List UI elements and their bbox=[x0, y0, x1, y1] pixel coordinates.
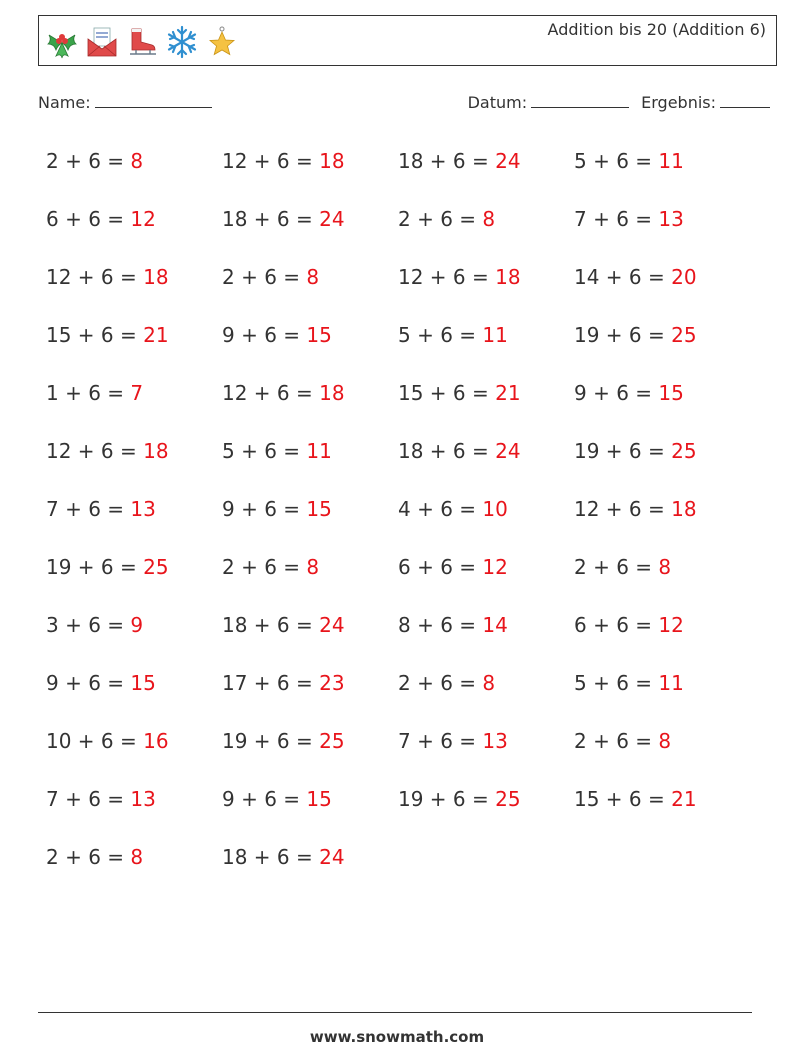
problem-question: 7 + 6 = bbox=[574, 207, 659, 231]
result-label: Ergebnis: bbox=[641, 93, 716, 112]
problem-item bbox=[398, 378, 521, 408]
problem-item bbox=[46, 842, 143, 872]
problem-answer: 15 bbox=[130, 671, 156, 695]
problem-item bbox=[398, 610, 508, 640]
problem-item bbox=[222, 378, 345, 408]
holly-icon bbox=[45, 25, 79, 59]
problem-item bbox=[398, 146, 521, 176]
problem-question: 3 + 6 = bbox=[46, 613, 131, 637]
problem-answer: 21 bbox=[671, 787, 697, 811]
problem-question: 2 + 6 = bbox=[398, 207, 483, 231]
result-blank[interactable] bbox=[720, 93, 770, 108]
problem-answer: 25 bbox=[671, 323, 697, 347]
problem-question: 6 + 6 = bbox=[574, 613, 659, 637]
worksheet-title: Addition bis 20 (Addition 6) bbox=[547, 20, 766, 39]
ice-skate-icon bbox=[125, 25, 159, 59]
problem-question: 15 + 6 = bbox=[46, 323, 144, 347]
date-label: Datum: bbox=[467, 93, 528, 112]
problem-item bbox=[574, 436, 697, 466]
problem-question: 17 + 6 = bbox=[222, 671, 320, 695]
problem-item bbox=[574, 262, 697, 292]
name-blank[interactable] bbox=[95, 93, 212, 108]
problem-item bbox=[574, 204, 684, 234]
problem-item bbox=[222, 552, 319, 582]
problem-item bbox=[222, 436, 332, 466]
problem-item bbox=[46, 204, 156, 234]
problem-item bbox=[46, 262, 169, 292]
problem-answer: 18 bbox=[319, 381, 345, 405]
problem-item bbox=[574, 146, 684, 176]
problem-question: 19 + 6 = bbox=[222, 729, 320, 753]
problem-item bbox=[398, 668, 495, 698]
problem-item bbox=[222, 320, 332, 350]
star-ornament-icon bbox=[205, 25, 239, 59]
problem-answer: 8 bbox=[306, 555, 320, 579]
date-blank[interactable] bbox=[531, 93, 629, 108]
worksheet-header bbox=[38, 15, 777, 66]
problem-item bbox=[574, 378, 684, 408]
problem-item bbox=[574, 784, 697, 814]
problem-item bbox=[46, 668, 156, 698]
problem-answer: 11 bbox=[658, 671, 684, 695]
problem-question: 2 + 6 = bbox=[46, 845, 131, 869]
problem-question: 18 + 6 = bbox=[222, 207, 320, 231]
problem-question: 15 + 6 = bbox=[398, 381, 496, 405]
problem-item bbox=[46, 726, 169, 756]
problem-answer: 23 bbox=[319, 671, 345, 695]
problem-question: 2 + 6 = bbox=[46, 149, 131, 173]
problem-question: 5 + 6 = bbox=[222, 439, 307, 463]
problem-item bbox=[398, 784, 521, 814]
problem-question: 9 + 6 = bbox=[574, 381, 659, 405]
problem-answer: 11 bbox=[482, 323, 508, 347]
problem-answer: 15 bbox=[658, 381, 684, 405]
problem-question: 10 + 6 = bbox=[46, 729, 144, 753]
problem-answer: 15 bbox=[306, 497, 332, 521]
problem-question: 2 + 6 = bbox=[574, 729, 659, 753]
problem-question: 6 + 6 = bbox=[398, 555, 483, 579]
problem-answer: 25 bbox=[143, 555, 169, 579]
problem-item bbox=[46, 610, 143, 640]
problem-question: 5 + 6 = bbox=[398, 323, 483, 347]
problem-answer: 10 bbox=[482, 497, 508, 521]
problem-question: 8 + 6 = bbox=[398, 613, 483, 637]
problem-item bbox=[222, 262, 319, 292]
name-field bbox=[38, 93, 212, 112]
problem-answer: 14 bbox=[482, 613, 508, 637]
problem-question: 19 + 6 = bbox=[574, 323, 672, 347]
problem-question: 9 + 6 = bbox=[222, 323, 307, 347]
problem-answer: 12 bbox=[482, 555, 508, 579]
letter-icon bbox=[85, 25, 119, 59]
problem-question: 9 + 6 = bbox=[222, 787, 307, 811]
problem-answer: 13 bbox=[482, 729, 508, 753]
problem-answer: 24 bbox=[495, 439, 521, 463]
problem-question: 6 + 6 = bbox=[46, 207, 131, 231]
problem-item bbox=[574, 726, 671, 756]
problem-answer: 21 bbox=[495, 381, 521, 405]
problem-question: 7 + 6 = bbox=[398, 729, 483, 753]
problem-question: 2 + 6 = bbox=[574, 555, 659, 579]
problem-question: 12 + 6 = bbox=[398, 265, 496, 289]
problem-question: 12 + 6 = bbox=[222, 381, 320, 405]
problem-item bbox=[46, 320, 169, 350]
problem-answer: 18 bbox=[143, 439, 169, 463]
problem-question: 14 + 6 = bbox=[574, 265, 672, 289]
problem-item bbox=[222, 842, 345, 872]
problem-question: 5 + 6 = bbox=[574, 149, 659, 173]
problem-answer: 13 bbox=[658, 207, 684, 231]
problem-item bbox=[398, 262, 521, 292]
snowflake-icon bbox=[165, 25, 199, 59]
problem-answer: 25 bbox=[495, 787, 521, 811]
problem-answer: 12 bbox=[658, 613, 684, 637]
problem-item bbox=[574, 552, 671, 582]
problem-answer: 8 bbox=[130, 149, 144, 173]
problem-answer: 24 bbox=[495, 149, 521, 173]
problem-answer: 13 bbox=[130, 497, 156, 521]
problem-answer: 11 bbox=[306, 439, 332, 463]
problem-answer: 11 bbox=[658, 149, 684, 173]
problem-question: 5 + 6 = bbox=[574, 671, 659, 695]
problem-item bbox=[46, 552, 169, 582]
problem-item bbox=[46, 146, 143, 176]
problem-question: 12 + 6 = bbox=[46, 439, 144, 463]
problem-question: 4 + 6 = bbox=[398, 497, 483, 521]
problem-item bbox=[222, 784, 332, 814]
problem-question: 15 + 6 = bbox=[574, 787, 672, 811]
problem-item bbox=[574, 668, 684, 698]
name-label: Name: bbox=[38, 93, 91, 112]
problem-answer: 16 bbox=[143, 729, 169, 753]
problem-question: 9 + 6 = bbox=[222, 497, 307, 521]
problem-item bbox=[398, 726, 508, 756]
problem-answer: 9 bbox=[130, 613, 144, 637]
problem-answer: 18 bbox=[319, 149, 345, 173]
header-icons bbox=[45, 22, 239, 62]
problem-question: 19 + 6 = bbox=[398, 787, 496, 811]
problem-item bbox=[46, 436, 169, 466]
problem-question: 12 + 6 = bbox=[222, 149, 320, 173]
problem-answer: 8 bbox=[658, 729, 672, 753]
problem-answer: 24 bbox=[319, 613, 345, 637]
problem-question: 18 + 6 = bbox=[222, 613, 320, 637]
problem-answer: 8 bbox=[482, 207, 496, 231]
footer-divider bbox=[38, 1012, 752, 1013]
footer-url: www.snowmath.com bbox=[309, 1028, 485, 1046]
problem-item bbox=[574, 320, 697, 350]
problem-answer: 24 bbox=[319, 207, 345, 231]
problem-question: 2 + 6 = bbox=[398, 671, 483, 695]
problem-answer: 8 bbox=[658, 555, 672, 579]
problem-item bbox=[222, 668, 345, 698]
problem-item bbox=[574, 610, 684, 640]
problem-item bbox=[574, 494, 697, 524]
problem-question: 2 + 6 = bbox=[222, 555, 307, 579]
problem-item bbox=[46, 378, 143, 408]
problem-answer: 12 bbox=[130, 207, 156, 231]
problem-item bbox=[222, 610, 345, 640]
problem-answer: 8 bbox=[482, 671, 496, 695]
problem-item bbox=[398, 204, 495, 234]
problem-item bbox=[222, 204, 345, 234]
problem-item bbox=[398, 320, 508, 350]
problem-question: 18 + 6 = bbox=[398, 149, 496, 173]
problem-answer: 18 bbox=[495, 265, 521, 289]
problem-question: 9 + 6 = bbox=[46, 671, 131, 695]
problem-question: 7 + 6 = bbox=[46, 787, 131, 811]
problem-answer: 21 bbox=[143, 323, 169, 347]
problem-item bbox=[222, 494, 332, 524]
problem-item bbox=[222, 726, 345, 756]
problem-item bbox=[222, 146, 345, 176]
problem-item bbox=[398, 552, 508, 582]
problem-answer: 7 bbox=[130, 381, 144, 405]
problem-question: 12 + 6 = bbox=[46, 265, 144, 289]
problem-item bbox=[398, 436, 521, 466]
problem-answer: 13 bbox=[130, 787, 156, 811]
problem-answer: 8 bbox=[306, 265, 320, 289]
problem-question: 18 + 6 = bbox=[398, 439, 496, 463]
problem-question: 19 + 6 = bbox=[46, 555, 144, 579]
problem-question: 12 + 6 = bbox=[574, 497, 672, 521]
problem-question: 1 + 6 = bbox=[46, 381, 131, 405]
problem-item bbox=[398, 494, 508, 524]
problem-item bbox=[46, 494, 156, 524]
problem-answer: 18 bbox=[671, 497, 697, 521]
problem-answer: 18 bbox=[143, 265, 169, 289]
problem-answer: 24 bbox=[319, 845, 345, 869]
problem-answer: 25 bbox=[671, 439, 697, 463]
problem-answer: 25 bbox=[319, 729, 345, 753]
problem-answer: 20 bbox=[671, 265, 697, 289]
problem-answer: 8 bbox=[130, 845, 144, 869]
date-result-fields bbox=[468, 93, 770, 112]
problem-question: 2 + 6 = bbox=[222, 265, 307, 289]
problem-question: 19 + 6 = bbox=[574, 439, 672, 463]
problem-answer: 15 bbox=[306, 787, 332, 811]
problem-question: 18 + 6 = bbox=[222, 845, 320, 869]
problem-answer: 15 bbox=[306, 323, 332, 347]
problem-item bbox=[46, 784, 156, 814]
problem-question: 7 + 6 = bbox=[46, 497, 131, 521]
